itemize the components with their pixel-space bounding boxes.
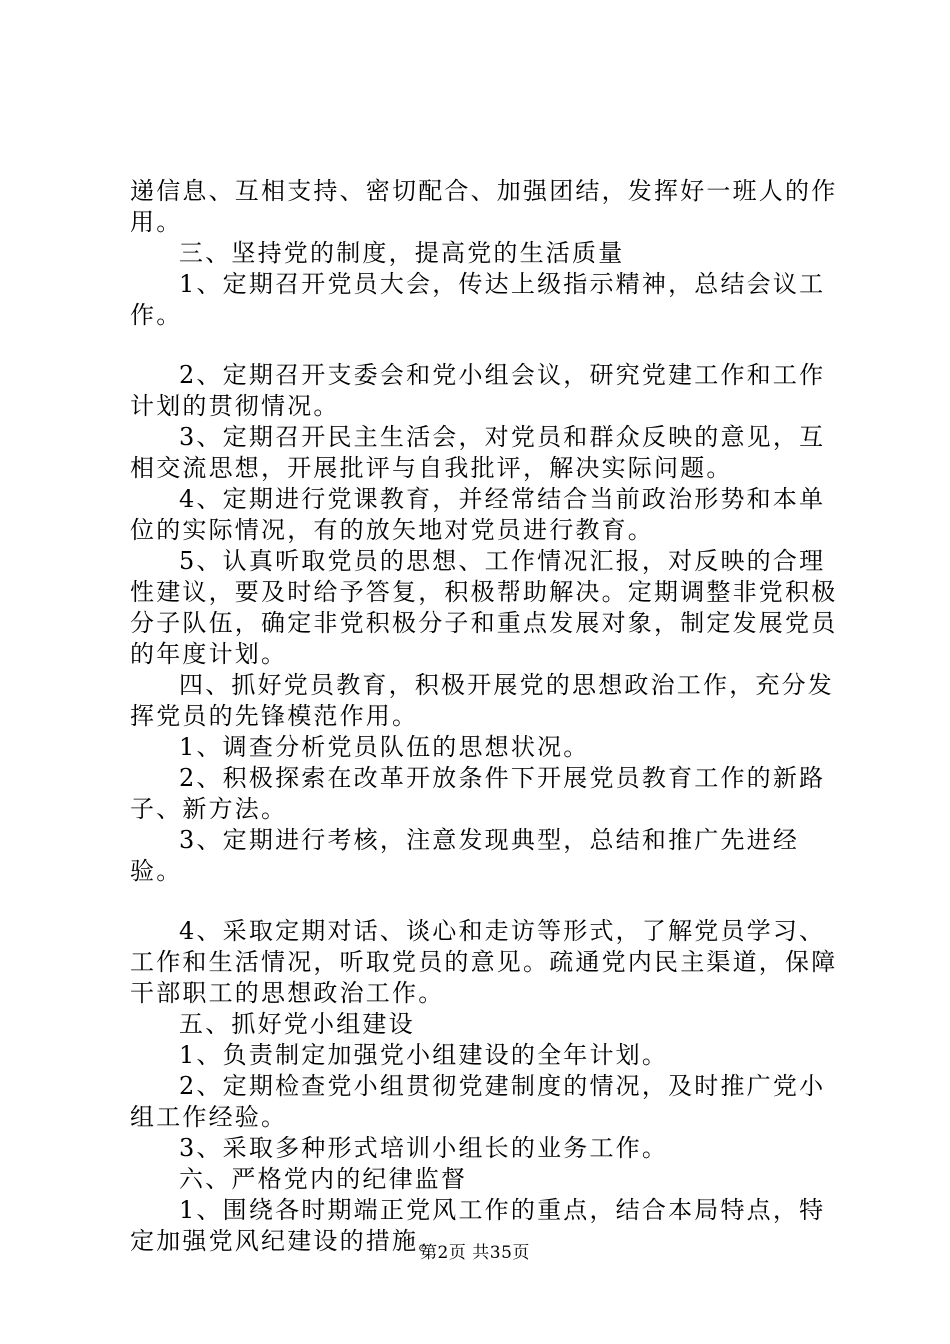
- paragraph: 2、积极探索在改革开放条件下开展党员教育工作的新路子、新方法。: [130, 764, 826, 823]
- paragraph: 1、调查分析党员队伍的思想状况。: [179, 733, 590, 761]
- paragraph: 2、定期召开支委会和党小组会议，研究党建工作和工作计划的贯彻情况。: [130, 361, 826, 420]
- blank-line: [130, 331, 842, 360]
- page-number-footer: 第2页 共35页: [420, 1243, 530, 1263]
- paragraph: 递信息、互相支持、密切配合、加强团结，发挥好一班人的作用。: [130, 177, 838, 236]
- section-heading: 五、抓好党小组建设: [179, 1010, 415, 1038]
- section-heading: 六、严格党内的纪律监督: [179, 1165, 468, 1193]
- blank-line: [130, 887, 842, 916]
- paragraph: 3、定期召开民主生活会，对党员和群众反映的意见，互相交流思想，开展批评与自我批评，解决实际问题。: [130, 423, 826, 482]
- paragraph: 4、采取定期对话、谈心和走访等形式，了解党员学习、工作和生活情况，听取党员的意见。疏通党内民主渠道，保障干部职工的思想政治工作。: [130, 917, 838, 1007]
- paragraph: 1、定期召开党员大会，传达上级指示精神，总结会议工作。: [130, 270, 826, 329]
- section-heading: 三、坚持党的制度，提高党的生活质量: [179, 239, 625, 267]
- paragraph: 3、定期进行考核，注意发现典型，总结和推广先进经验。: [130, 826, 800, 885]
- paragraph: 2、定期检查党小组贯彻党建制度的情况，及时推广党小组工作经验。: [130, 1072, 826, 1131]
- paragraph: 4、定期进行党课教育，并经常结合当前政治形势和本单位的实际情况，有的放矢地对党员进行教育。: [130, 485, 826, 544]
- paragraph: 1、围绕各时期端正党风工作的重点，结合本局特点，特定加强党风纪建设的措施。: [130, 1196, 826, 1255]
- paragraph: 1、负责制定加强党小组建设的全年计划。: [179, 1041, 669, 1069]
- paragraph: 5、认真听取党员的思想、工作情况汇报，对反映的合理性建议，要及时给予答复，积极帮助解决。定期调整非党积极分子队伍，确定非党积极分子和重点发展对象，制定发展党员的年度计划。: [130, 547, 838, 668]
- section-heading: 四、抓好党员教育，积极开展党的思想政治工作，充分发挥党员的先锋模范作用。: [130, 671, 834, 730]
- paragraph: 3、采取多种形式培训小组长的业务工作。: [179, 1134, 669, 1162]
- document-body: [130, 176, 842, 1257]
